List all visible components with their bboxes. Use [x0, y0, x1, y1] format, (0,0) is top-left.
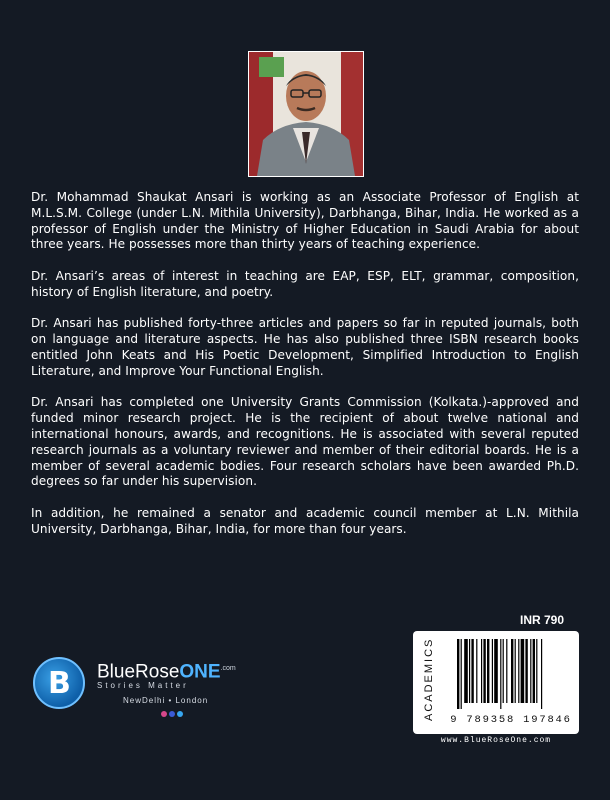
- publisher-logo: [33, 655, 263, 725]
- publisher-tagline: Stories Matter: [97, 681, 189, 690]
- facebook-icon: [169, 711, 175, 717]
- barcode-bar: [503, 639, 504, 703]
- barcode-bar: [518, 639, 519, 703]
- barcode-bar: [541, 639, 542, 709]
- publisher-name-part1: BlueRose: [97, 661, 180, 683]
- isbn-number: 9 789358 197846: [450, 714, 572, 726]
- social-icons: [161, 711, 183, 717]
- barcode-bar: [536, 639, 537, 703]
- bio-paragraph-3: Dr. Ansari has published forty-three articles and papers so far in reputed journals, both on language and literature aspects. He has also published three ISBN research books entitled John Keats and His Poetic Development, Simplified Introduction to English Literature, and Improve Your Functional English.: [31, 316, 579, 378]
- publisher-website: www.BlueRoseOne.com: [440, 736, 552, 745]
- author-portrait-image: [249, 52, 363, 176]
- barcode-bar: [464, 639, 468, 703]
- barcode-bar: [476, 639, 477, 703]
- barcode-bar: [471, 639, 473, 703]
- barcode-bar: [457, 639, 459, 709]
- barcode-bar: [461, 639, 462, 709]
- barcode-bar: [515, 639, 516, 703]
- barcode-bar: [500, 639, 501, 709]
- barcode-bar: [469, 639, 470, 703]
- barcode-bar: [492, 639, 493, 703]
- barcode-bar: [481, 639, 482, 703]
- bio-paragraph-1: Dr. Mohammad Shaukat Ansari is working as an Associate Professor of English at M.L.S.M. College (under L.N. Mithila University), Darbhanga, Bihar, India. He worked as a professor of English under the Ministry of Higher Education in Saudi Arabia for about three years. He possesses more than thirty years of teaching experience.: [31, 190, 579, 252]
- instagram-icon: [161, 711, 167, 717]
- publisher-cities: NewDelhi • London: [123, 696, 209, 705]
- barcode-bar: [533, 639, 535, 703]
- publisher-name-suffix: .com: [220, 665, 236, 672]
- barcode-bar: [530, 639, 531, 703]
- barcode-bar: [487, 639, 489, 703]
- publisher-name-part2: ONE: [179, 661, 221, 683]
- twitter-icon: [177, 711, 183, 717]
- isbn-barcode: [457, 639, 571, 709]
- barcode-bar: [525, 639, 527, 703]
- bio-paragraph-5: In addition, he remained a senator and academic council member at L.N. Mithila University, Darbhanga, Bihar, India, for more than four years.: [31, 505, 579, 536]
- barcode-bar: [521, 639, 525, 703]
- bluerose-b-icon: B: [33, 657, 85, 709]
- bio-paragraph-2: Dr. Ansari’s areas of interest in teaching are EAP, ESP, ELT, grammar, composition, history of English literature, and poetry.: [31, 268, 579, 299]
- book-price: INR 790: [520, 613, 565, 627]
- author-photo: [248, 51, 364, 177]
- category-label: ACADEMICS: [423, 637, 435, 721]
- barcode-bar: [511, 639, 513, 703]
- barcode-bar: [506, 639, 507, 703]
- barcode-bar: [494, 639, 498, 703]
- isbn-barcode-box: [413, 631, 579, 734]
- publisher-name: [97, 658, 236, 683]
- barcode-bar: [483, 639, 485, 703]
- author-biography: [31, 190, 579, 553]
- bio-paragraph-4: Dr. Ansari has completed one University Grants Commission (Kolkata.)-approved and funded minor research project. He is the recipient of about twelve national and international honours, awards, and recognitions. He is associated with several reputed research journals as a voluntary reviewer and member of their editorial boards. He is a member of several academic bodies. Four research scholars have been awarded Ph.D. degrees so far under his supervision.: [31, 395, 579, 489]
